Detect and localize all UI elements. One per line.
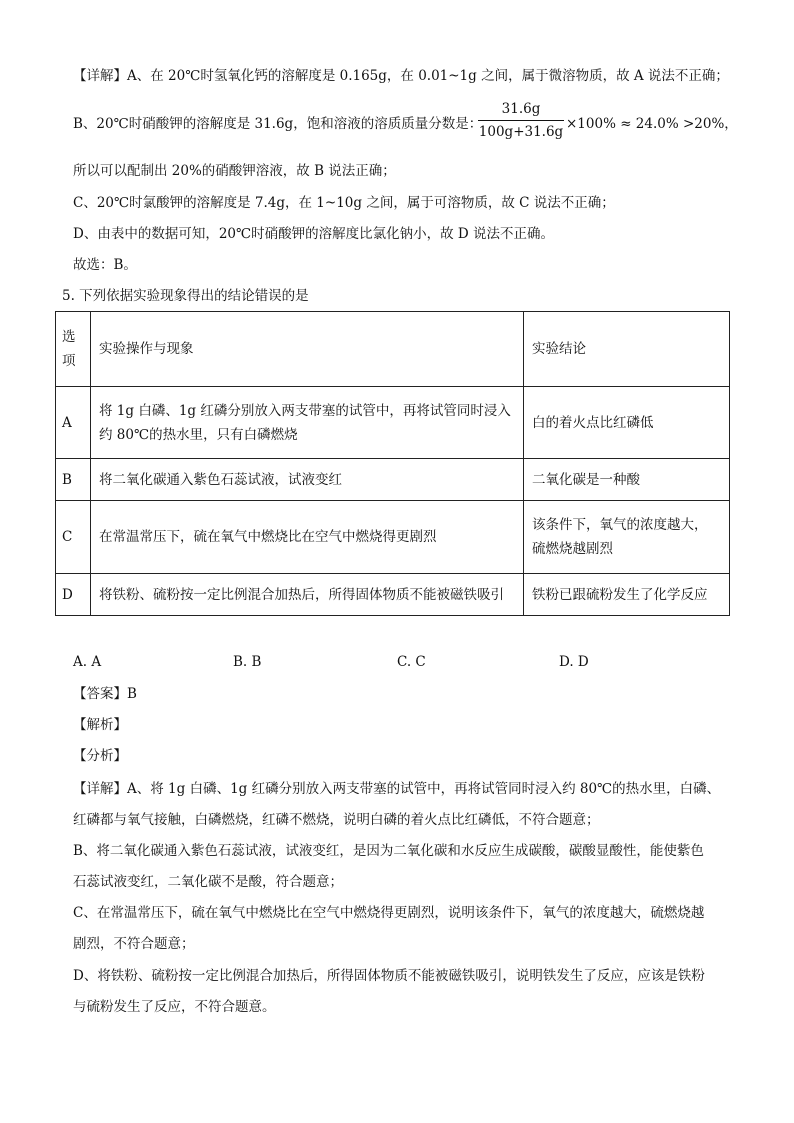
row-operation: 在常温常压下，硫在氧气中燃烧比在空气中燃烧得更剧烈 bbox=[91, 501, 524, 574]
table-row bbox=[56, 501, 730, 574]
row-conclusion: 白的着火点比红磷低 bbox=[524, 387, 730, 459]
detail-line-a bbox=[73, 66, 729, 86]
answer-choices bbox=[73, 654, 713, 674]
answer-label: 【答案】B bbox=[73, 686, 137, 702]
row-conclusion-line: 该条件下，氧气的浓度越大， bbox=[532, 517, 708, 533]
answer-detail-line: D、将铁粉、硫粉按一定比例混合加热后，所得固体物质不能被磁铁吸引，说明铁发生了反应，应该是铁粉 bbox=[73, 968, 705, 984]
answer-detail-line: B、将二氧化碳通入紫色石蕊试液，试液变红，是因为二氧化碳和水反应生成碳酸，碳酸显酸性，能使紫色 bbox=[73, 843, 704, 859]
detail-tag: 【详解】 bbox=[73, 781, 127, 797]
row-operation-line: 将 1g 白磷、1g 红磷分别放入两支带塞的试管中，再将试管同时浸入 bbox=[99, 402, 511, 419]
detail-line-c: C、20℃时氯酸钾的溶解度是 7.4g，在 1~10g 之间，属于可溶物质，故 C 说法不正确； bbox=[73, 195, 615, 211]
header-option bbox=[56, 312, 91, 387]
row-conclusion-line: 硫燃烧越剧烈 bbox=[532, 541, 613, 557]
detail-tag: 【详解】 bbox=[73, 68, 127, 84]
row-option: C bbox=[56, 501, 91, 574]
answer-detail-line: 与硫粉发生了反应，不符合题意。 bbox=[73, 999, 276, 1015]
table-header-row bbox=[56, 312, 730, 387]
fraction-numerator: 31.6g bbox=[478, 100, 564, 121]
detail-line-a-text: A、在 20℃时氢氧化钙的溶解度是 0.165g，在 0.01~1g 之间，属于微溶物质，故 A 说法不正确； bbox=[127, 68, 729, 84]
mass-fraction bbox=[478, 100, 564, 141]
row-operation: 将铁粉、硫粉按一定比例混合加热后，所得固体物质不能被磁铁吸引 bbox=[91, 574, 524, 616]
row-operation-line: 约 80℃的热水里，只有白磷燃烧 bbox=[99, 426, 298, 443]
analysis-label: 【解析】 bbox=[73, 717, 127, 733]
row-option: A bbox=[56, 387, 91, 459]
answer-detail-line bbox=[73, 779, 720, 799]
detail-line-b-prefix: B、20℃时硝酸钾的溶解度是 31.6g，饱和溶液的溶质质量分数是： bbox=[73, 116, 483, 132]
detail-line-b2: 所以可以配制出 20%的硝酸钾溶液，故 B 说法正确； bbox=[73, 163, 396, 179]
row-operation: 将二氧化碳通入紫色石蕊试液，试液变红 bbox=[91, 459, 524, 501]
question-stem: 5. 下列依据实验现象得出的结论错误的是 bbox=[62, 288, 309, 304]
row-conclusion: 二氧化碳是一种酸 bbox=[524, 459, 730, 501]
row-conclusion bbox=[524, 501, 730, 574]
header-operation: 实验操作与现象 bbox=[91, 312, 524, 387]
row-conclusion: 铁粉已跟硫粉发生了化学反应 bbox=[524, 574, 730, 616]
choice-b: B. B bbox=[233, 654, 262, 670]
choice-d: D. D bbox=[559, 654, 589, 670]
answer-detail-text: A、将 1g 白磷、1g 红磷分别放入两支带塞的试管中，再将试管同时浸入约 80℃的热水里，白磷、 bbox=[127, 781, 721, 797]
header-option-2: 项 bbox=[62, 353, 76, 369]
fraction-denominator: 100g+31.6g bbox=[478, 124, 564, 140]
detail-line-d: D、由表中的数据可知，20℃时硝酸钾的溶解度比氯化钠小，故 D 说法不正确。 bbox=[73, 226, 555, 242]
header-option-1: 选 bbox=[62, 329, 76, 345]
experiment-table bbox=[55, 311, 730, 616]
table-row bbox=[56, 387, 730, 459]
choice-c: C. C bbox=[397, 654, 426, 670]
choose-line: 故选：B。 bbox=[73, 257, 137, 273]
table-row bbox=[56, 574, 730, 616]
table-row bbox=[56, 459, 730, 501]
row-option: D bbox=[56, 574, 91, 616]
row-operation bbox=[91, 387, 524, 459]
answer-detail-line: C、在常温常压下，硫在氧气中燃烧比在空气中燃烧得更剧烈，说明该条件下，氧气的浓度越大，硫燃烧越 bbox=[73, 905, 705, 921]
row-option: B bbox=[56, 459, 91, 501]
detail-line-b-suffix: ×100% ≈ 24.0% >20%， bbox=[566, 116, 738, 132]
analyze-label: 【分析】 bbox=[73, 748, 127, 764]
choice-a: A. A bbox=[73, 654, 102, 670]
header-conclusion: 实验结论 bbox=[524, 312, 730, 387]
answer-detail-line: 石蕊试液变红，二氧化碳不是酸，符合题意； bbox=[73, 874, 343, 890]
answer-detail-line: 红磷都与氧气接触，白磷燃烧，红磷不燃烧，说明白磷的着火点比红磷低，不符合题意； bbox=[73, 812, 600, 828]
answer-detail-line: 剧烈，不符合题意； bbox=[73, 936, 195, 952]
